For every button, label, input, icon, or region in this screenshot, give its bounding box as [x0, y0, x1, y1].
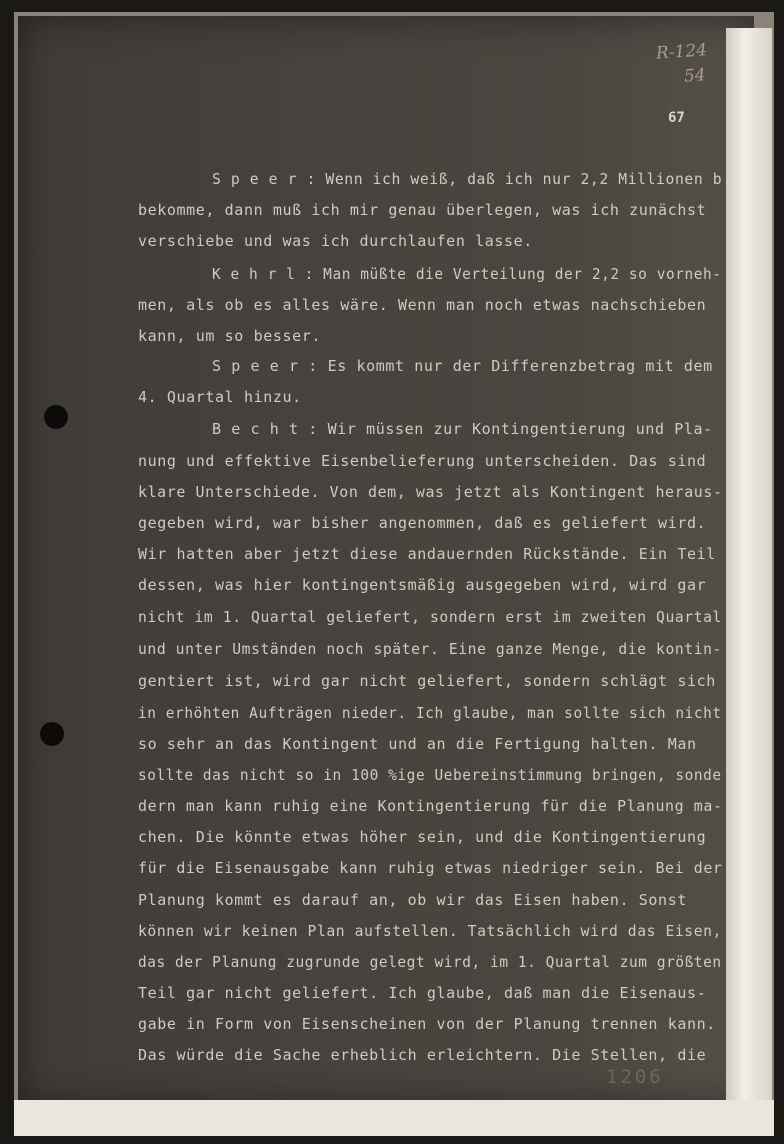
footer-number: 1206 [606, 1066, 664, 1088]
text-line: Planung kommt es darauf an, ob wir das Eisen haben. Sonst [138, 891, 687, 909]
paper-bottom-edge [14, 1100, 774, 1136]
text-line: chen. Die könnte etwas höher sein, und die Kontingentierung [138, 828, 707, 846]
handwritten-reference: R-124 [655, 40, 708, 64]
paper-edge-strip [726, 28, 772, 1100]
text-line: Teil gar nicht geliefert. Ich glaube, daß man die Eisenaus- [138, 984, 707, 1002]
text-line: S p e e r : Es kommt nur der Differenzbetrag mit dem [212, 357, 713, 375]
text-line: kann, um so besser. [138, 327, 321, 345]
text-line: gentiert ist, wird gar nicht geliefert, sondern schlägt sich [138, 672, 716, 690]
text-line: Wir hatten aber jetzt diese andauernden Rückstände. Ein Teil [138, 545, 716, 563]
punch-hole-top [44, 405, 68, 429]
page-number: 67 [668, 110, 685, 126]
text-line: bekomme, dann muß ich mir genau überlegen, was ich zunächst [138, 201, 707, 219]
text-line: Das würde die Sache erheblich erleichtern. Die Stellen, die [138, 1046, 707, 1064]
text-line: dern man kann ruhig eine Kontingentierung für die Planung ma- [138, 797, 723, 815]
text-line: B e c h t : Wir müssen zur Kontingentierung und Pla- [212, 420, 713, 438]
text-line: klare Unterschiede. Von dem, was jetzt als Kontingent heraus- [138, 483, 723, 501]
text-line: können wir keinen Plan aufstellen. Tatsächlich wird das Eisen, [138, 922, 722, 940]
punch-hole-bottom [40, 722, 64, 746]
text-line: gegeben wird, war bisher angenommen, daß es geliefert wird. [138, 514, 707, 532]
text-line: S p e e r : Wenn ich weiß, daß ich nur 2,2 Millionen b [212, 170, 723, 188]
text-line: nicht im 1. Quartal geliefert, sondern erst im zweiten Quartal [138, 608, 722, 626]
text-line: dessen, was hier kontingentsmäßig ausgegeben wird, wird gar [138, 576, 707, 594]
text-line: men, als ob es alles wäre. Wenn man noch etwas nachschieben [138, 296, 707, 314]
text-line: für die Eisenausgabe kann ruhig etwas niedriger sein. Bei der [138, 859, 723, 877]
text-line: gabe in Form von Eisenscheinen von der Planung trennen kann. [138, 1015, 716, 1033]
text-line: K e h r l : Man müßte die Verteilung der 2,2 so vorneh- [212, 265, 722, 283]
text-line: das der Planung zugrunde gelegt wird, im 1. Quartal zum größten [138, 953, 722, 971]
text-line: verschiebe und was ich durchlaufen lasse. [138, 232, 533, 250]
text-line: nung und effektive Eisenbelieferung unterscheiden. Das sind [138, 452, 707, 470]
text-line: sollte das nicht so in 100 %ige Uebereinstimmung bringen, sonde [138, 766, 722, 784]
text-line: 4. Quartal hinzu. [138, 388, 302, 406]
text-line: so sehr an das Kontingent und an die Fertigung halten. Man [138, 735, 697, 753]
handwritten-reference-number: 54 [683, 65, 707, 87]
text-line: und unter Umständen noch später. Eine ganze Menge, die kontin- [138, 640, 722, 658]
text-line: in erhöhten Aufträgen nieder. Ich glaube, man sollte sich nicht [138, 704, 722, 722]
